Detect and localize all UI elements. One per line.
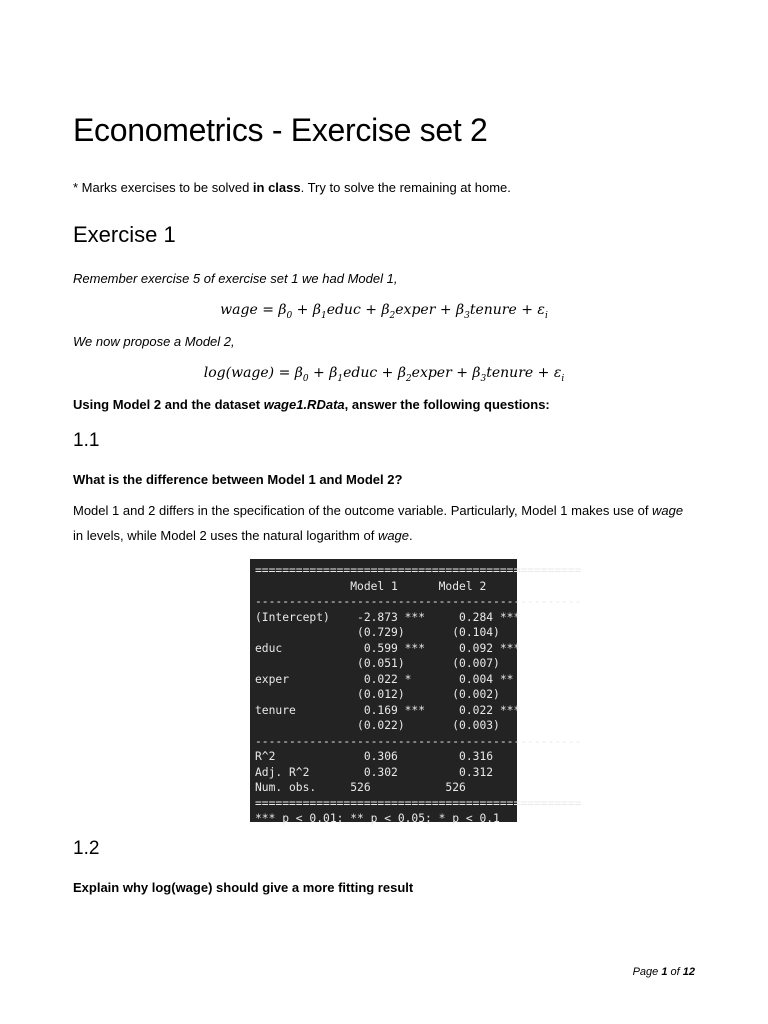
row-adj-r2: Adj. R^2 0.302 0.312 — [255, 765, 494, 779]
section-1-1-answer-line-1 — [73, 503, 683, 518]
eq1-equals: = — [257, 302, 279, 318]
table-header: Model 1 Model 2 — [255, 579, 487, 593]
footer-page-label: Page — [632, 966, 662, 978]
eq1-plus4: + — [516, 302, 538, 318]
eq2-plus1: + — [308, 365, 330, 381]
eq1-sub3: 3 — [464, 310, 470, 321]
eq1-sub2: 2 — [389, 310, 396, 321]
rule-single-1: ------------------------------------------------ — [255, 595, 582, 608]
eq2-equals: = — [274, 365, 295, 381]
row-educ-se: (0.051) (0.007) — [255, 657, 500, 670]
model-1-equation — [0, 302, 768, 321]
section-1-1-answer-line-2 — [73, 528, 413, 543]
eq2-epsilon: ε — [553, 365, 562, 381]
eq2-plus4: + — [533, 365, 554, 381]
significance-footnote: *** p < 0.01; ** p < 0.05; * p < 0.1 — [255, 812, 500, 825]
row-exper-se: (0.012) (0.002) — [255, 688, 500, 701]
eq2-beta1: β — [329, 365, 338, 381]
eq2-sub0: 0 — [302, 373, 309, 384]
eq1-exper: exper — [395, 302, 436, 318]
row-intercept-se: (0.729) (0.104) — [255, 626, 500, 639]
footer-page-total: 12 — [682, 966, 695, 978]
section-1-1-heading: 1.1 — [73, 430, 100, 451]
section-1-2-heading: 1.2 — [73, 838, 100, 859]
rule-single-2: ------------------------------------------------ — [255, 734, 582, 748]
row-educ: educ 0.599 *** 0.092 *** — [255, 641, 521, 655]
eq2-sub1: 1 — [337, 373, 344, 384]
footer-of: of — [667, 966, 683, 978]
eq1-plus3: + — [435, 302, 457, 318]
eq2-educ: educ — [343, 365, 378, 381]
page-footer — [633, 966, 695, 978]
eq1-sub-i: i — [544, 310, 548, 321]
instruction-suffix: , answer the following questions: — [344, 397, 550, 412]
rule-double-bottom: ================================================ — [255, 796, 582, 810]
eq2-sub3: 3 — [480, 373, 487, 384]
eq1-epsilon: ε — [537, 302, 545, 318]
eq2-sub-i: i — [561, 373, 565, 384]
class-note — [73, 180, 511, 195]
eq2-plus2: + — [377, 365, 398, 381]
section-1-2-question: Explain why log(wage) should give a more fitting result — [73, 880, 414, 895]
section-1-1-question: What is the difference between Model 1 and Model 2? — [73, 472, 403, 487]
answer-1-wage: wage — [652, 503, 684, 518]
eq1-plus2: + — [360, 302, 382, 318]
instruction-dataset: wage1.RData — [263, 397, 345, 412]
eq1-beta2: β — [381, 302, 390, 318]
class-note-suffix: . Try to solve the remaining at home. — [300, 180, 511, 195]
answer-2-suffix: . — [409, 528, 413, 543]
row-intercept: (Intercept) -2.873 *** 0.284 *** — [255, 610, 521, 624]
footer-page-number: 1 — [661, 966, 668, 978]
model-2-intro: We now propose a Model 2, — [73, 334, 235, 349]
eq1-beta1: β — [312, 302, 321, 318]
eq2-beta2: β — [397, 365, 406, 381]
eq2-lhs: log(wage) — [203, 365, 275, 381]
eq1-beta3: β — [456, 302, 465, 318]
eq2-tenure: tenure — [486, 365, 534, 381]
eq1-beta0: β — [278, 302, 287, 318]
instruction-prefix: Using Model 2 and the dataset — [73, 397, 264, 412]
regression-output-screenshot — [250, 559, 582, 825]
row-num-obs: Num. obs. 526 526 — [255, 781, 466, 794]
rule-double-top: ================================================ — [255, 564, 582, 577]
page-title: Econometrics - Exercise set 2 — [73, 112, 488, 148]
eq2-sub2: 2 — [405, 373, 412, 384]
answer-2-prefix: in levels, while Model 2 uses the natural logarithm of — [73, 528, 378, 543]
exercise-1-instruction — [73, 397, 550, 412]
exercise-1-intro: Remember exercise 5 of exercise set 1 we had Model 1, — [73, 271, 398, 286]
model-2-equation — [0, 365, 768, 384]
eq1-tenure: tenure — [469, 302, 517, 318]
eq2-beta0: β — [294, 365, 303, 381]
row-exper: exper 0.022 * 0.004 ** — [255, 672, 514, 686]
eq1-plus1: + — [292, 302, 313, 318]
eq2-plus3: + — [451, 365, 473, 381]
class-note-prefix: * Marks exercises to be solved — [73, 180, 253, 195]
row-tenure: tenure 0.169 *** 0.022 *** — [255, 703, 521, 717]
eq2-exper: exper — [411, 365, 452, 381]
eq1-sub1: 1 — [320, 310, 327, 321]
eq2-beta3: β — [472, 365, 481, 381]
eq1-sub0: 0 — [286, 310, 293, 321]
row-tenure-se: (0.022) (0.003) — [255, 719, 500, 732]
eq1-lhs: wage — [220, 302, 258, 318]
exercise-1-heading: Exercise 1 — [73, 222, 176, 247]
answer-2-wage: wage — [377, 528, 410, 543]
row-r2: R^2 0.306 0.316 — [255, 750, 494, 763]
regression-output-text — [250, 559, 582, 827]
answer-1-prefix: Model 1 and 2 differs in the specification of the outcome variable. Particularly, Model 1 makes use of — [73, 503, 653, 518]
class-note-bold: in class — [252, 180, 301, 195]
eq1-educ: educ — [326, 302, 361, 318]
